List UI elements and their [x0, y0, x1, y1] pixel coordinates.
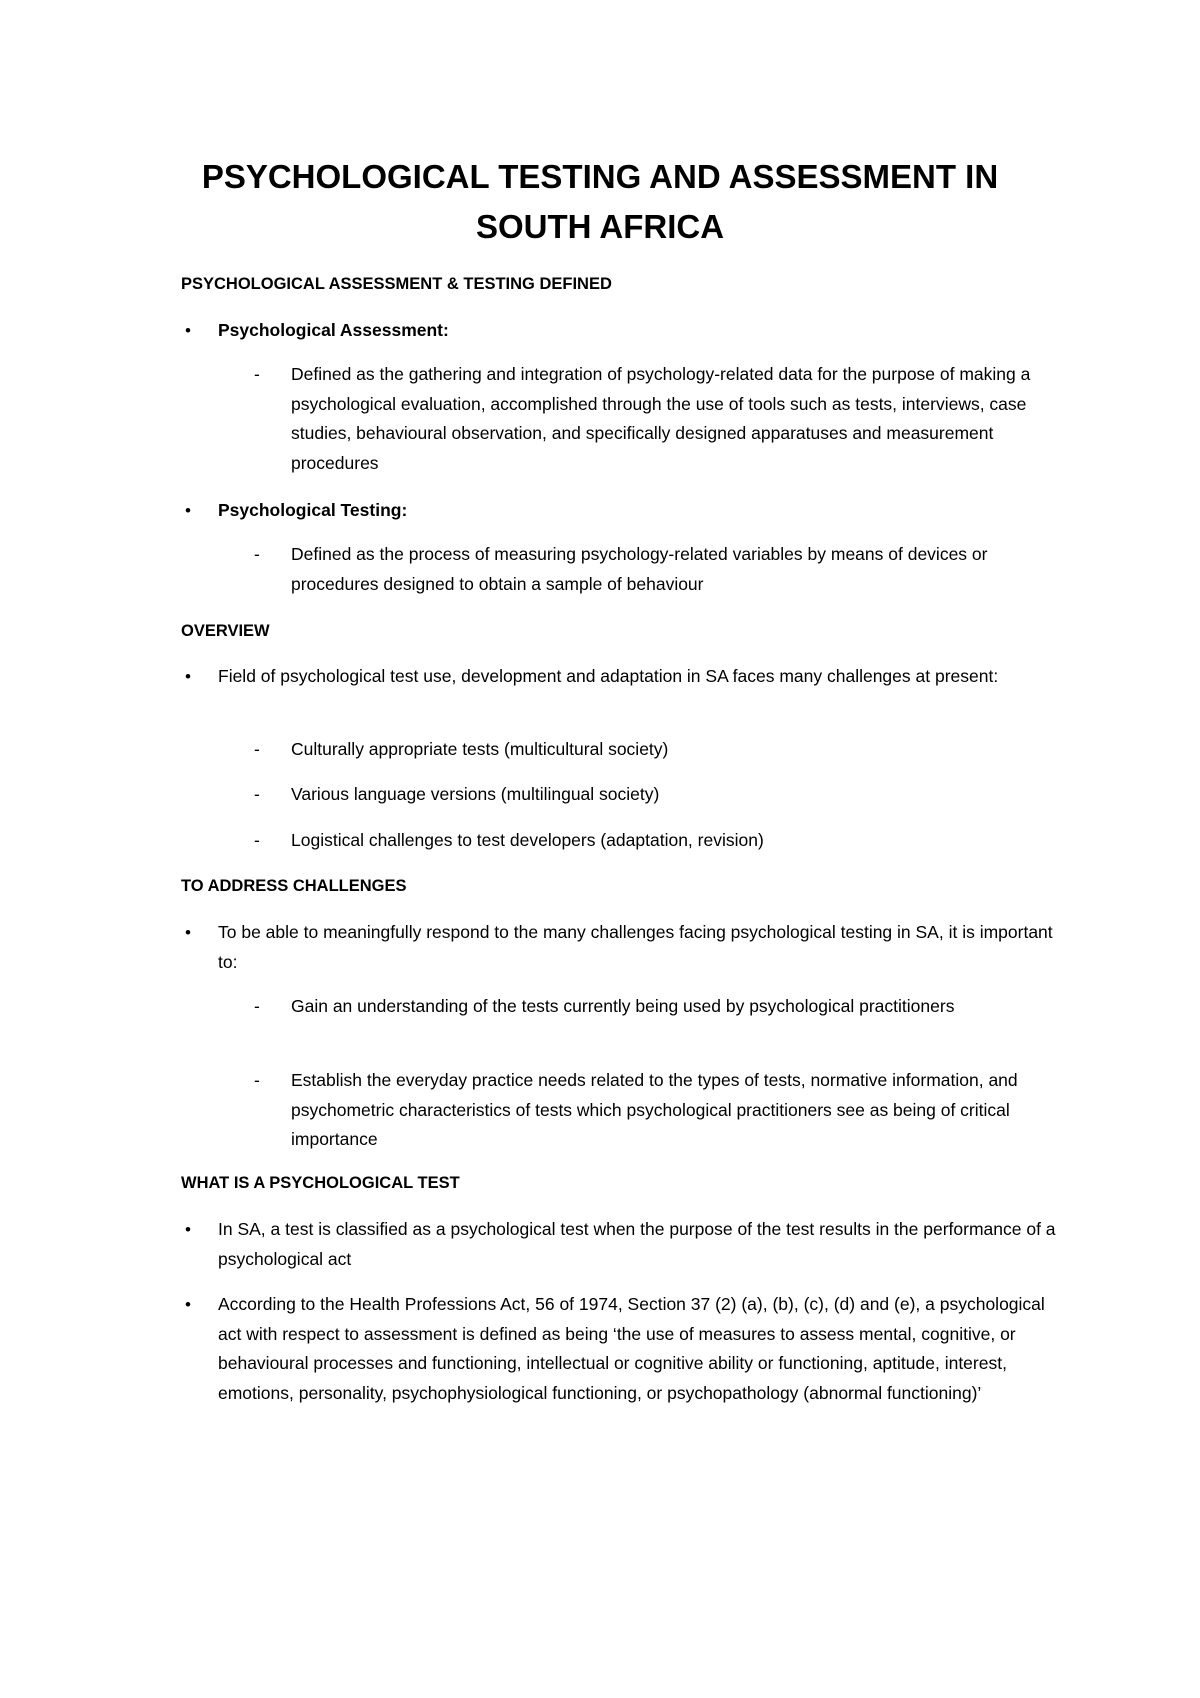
heading-overview: OVERVIEW: [181, 622, 270, 640]
overview-item-1: [254, 735, 1054, 765]
heading-to-address-challenges: TO ADDRESS CHALLENGES: [181, 877, 407, 895]
bullet-icon: •: [185, 501, 191, 520]
overview-item-text: Various language versions (multilingual society): [291, 784, 660, 804]
definition-testing-text: Defined as the process of measuring psychology-related variables by means of devices or procedures designed to obtain a sample of behaviour: [291, 544, 988, 594]
definition-assessment-text: Defined as the gathering and integration of psychology-related data for the purpose of making a psychological evaluation, accomplished through the use of tools such as tests, interviews, case studies, behavioural observation, and specifically designed apparatuses and measurement procedures: [291, 364, 1031, 473]
heading-assessment-testing-defined: PSYCHOLOGICAL ASSESSMENT & TESTING DEFINED: [181, 275, 612, 293]
dash-icon: -: [254, 544, 260, 564]
title-line-2: SOUTH AFRICA: [475, 208, 725, 245]
bullet-what-is-2: [181, 1290, 1061, 1408]
label-psychological-assessment: Psychological Assessment:: [218, 320, 449, 340]
heading-what-is-psychological-test: WHAT IS A PSYCHOLOGICAL TEST: [181, 1174, 460, 1192]
bullet-icon: •: [185, 1295, 191, 1314]
bullet-icon: •: [185, 321, 191, 340]
overview-item-2: [254, 780, 1054, 810]
title-line-1: PSYCHOLOGICAL TESTING AND ASSESSMENT IN: [201, 158, 999, 195]
challenges-bullet-text: To be able to meaningfully respond to the many challenges facing psychological testing in SA, it is important to:: [218, 922, 1053, 972]
dash-icon: -: [254, 996, 260, 1016]
dash-icon: -: [254, 364, 260, 384]
bullet-icon: •: [185, 1220, 191, 1239]
dash-icon: -: [254, 784, 260, 804]
overview-item-text: Culturally appropriate tests (multicultural society): [291, 739, 669, 759]
challenges-item-text: Establish the everyday practice needs related to the types of tests, normative information, and psychometric characteristics of tests which psychological practitioners see as being of critical importance: [291, 1070, 1018, 1149]
bullet-psychological-assessment: [181, 316, 1061, 346]
challenges-item-text: Gain an understanding of the tests currently being used by psychological practitioners: [291, 996, 955, 1016]
what-is-bullet-text: According to the Health Professions Act, 56 of 1974, Section 37 (2) (a), (b), (c), (d) and (e), a psychological act with respect to assessment is defined as being ‘the use of measures to assess mental, cognitive, or behavioural processes and functioning, intellectual or cognitive ability or functioning, aptitude, interest, emotions, personality, psychophysiological functioning, or psychopathology (abnormal functioning)’: [218, 1294, 1045, 1403]
label-psychological-testing: Psychological Testing:: [218, 500, 408, 520]
definition-testing: [254, 540, 1054, 599]
dash-icon: -: [254, 830, 260, 850]
what-is-bullet-text: In SA, a test is classified as a psychological test when the purpose of the test results in the performance of a psychological act: [218, 1219, 1056, 1269]
overview-item-3: [254, 826, 1054, 856]
definition-assessment: [254, 360, 1054, 478]
bullet-icon: •: [185, 923, 191, 942]
bullet-psychological-testing: [181, 496, 1061, 526]
overview-item-text: Logistical challenges to test developers (adaptation, revision): [291, 830, 764, 850]
document-title: [0, 152, 1200, 252]
bullet-overview: [181, 662, 1061, 692]
bullet-what-is-1: [181, 1215, 1061, 1274]
bullet-challenges: [181, 918, 1061, 977]
dash-icon: -: [254, 739, 260, 759]
bullet-icon: •: [185, 667, 191, 686]
challenges-item-2: [254, 1066, 1054, 1155]
dash-icon: -: [254, 1070, 260, 1090]
challenges-item-1: [254, 992, 1054, 1022]
overview-bullet-text: Field of psychological test use, development and adaptation in SA faces many challenges at present:: [218, 666, 999, 686]
